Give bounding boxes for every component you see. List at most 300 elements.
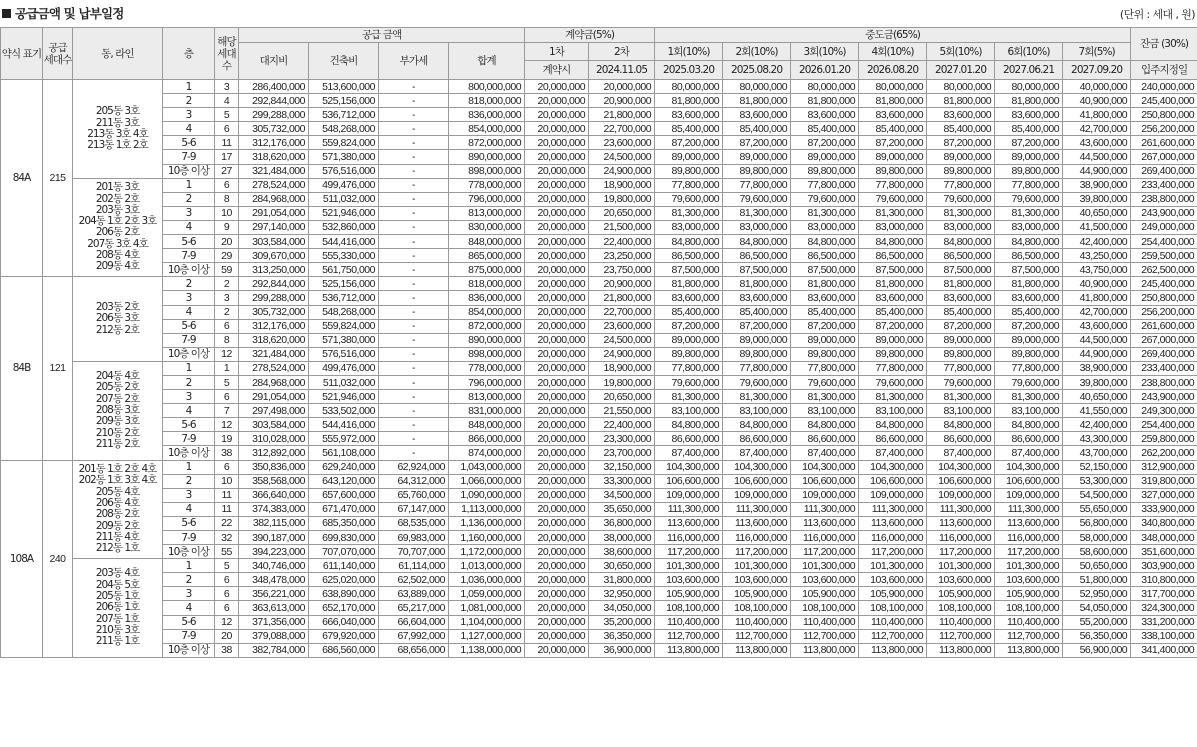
deposit-2-cell: 24,500,000 [589,150,655,164]
units-cell: 11 [215,136,239,150]
middle-7-cell: 40,900,000 [1063,94,1131,108]
middle-2-cell: 110,400,000 [723,615,791,629]
middle-5-cell: 79,600,000 [927,375,995,389]
floor-cell: 4 [163,122,215,136]
dong-line-item: 208동 2호 [95,508,140,521]
deposit-2-cell: 19,800,000 [589,375,655,389]
col-supply-units: 공급 세대수 [43,28,73,80]
middle-6-cell: 106,600,000 [995,474,1063,488]
middle-3-cell: 83,100,000 [791,404,859,418]
land-cell: 371,356,000 [239,615,309,629]
middle-1-cell: 86,500,000 [655,249,723,263]
middle-5-cell: 87,400,000 [927,446,995,460]
deposit-1-cell: 20,000,000 [525,573,589,587]
middle-3-cell: 109,000,000 [791,488,859,502]
deposit-1-cell: 20,000,000 [525,347,589,361]
balance-cell: 340,800,000 [1131,516,1197,530]
deposit-2-cell: 23,250,000 [589,249,655,263]
middle-4-cell: 84,800,000 [859,235,927,249]
middle-4-cell: 86,500,000 [859,249,927,263]
deposit-1-cell: 20,000,000 [525,249,589,263]
balance-cell: 262,500,000 [1131,263,1197,277]
balance-cell: 351,600,000 [1131,545,1197,559]
middle-6-cell: 83,000,000 [995,220,1063,234]
middle-3-cell: 87,200,000 [791,136,859,150]
floor-cell: 10층 이상 [163,446,215,460]
deposit-2-cell: 23,300,000 [589,432,655,446]
middle-4-cell: 77,800,000 [859,178,927,192]
balance-cell: 348,000,000 [1131,531,1197,545]
middle-5-cell: 86,600,000 [927,432,995,446]
floor-cell: 4 [163,502,215,516]
middle-3-cell: 117,200,000 [791,545,859,559]
units-cell: 38 [215,643,239,657]
dong-line-item: 205동 1호 [95,590,140,603]
middle-2-cell: 80,000,000 [723,80,791,94]
balance-cell: 256,200,000 [1131,305,1197,319]
floor-cell: 1 [163,361,215,375]
middle-4-cell: 109,000,000 [859,488,927,502]
deposit-2-cell: 24,900,000 [589,347,655,361]
total-cell: 1,013,000,000 [449,559,525,573]
land-cell: 379,088,000 [239,629,309,643]
table-row [1,319,1197,333]
land-cell: 312,176,000 [239,319,309,333]
total-cell: 854,000,000 [449,305,525,319]
middle-2-cell: 86,600,000 [723,432,791,446]
middle-5-cell: 77,800,000 [927,361,995,375]
table-row [1,291,1197,305]
deposit-2-cell: 21,800,000 [589,291,655,305]
deposit-1-cell: 20,000,000 [525,460,589,474]
middle-4-cell: 101,300,000 [859,559,927,573]
col-deposit-1: 1차 [525,43,589,61]
deposit-2-cell: 22,700,000 [589,305,655,319]
land-cell: 321,484,000 [239,164,309,178]
land-cell: 292,844,000 [239,277,309,291]
deposit-1-cell: 20,000,000 [525,150,589,164]
building-cell: 666,040,000 [309,615,379,629]
building-cell: 548,268,000 [309,305,379,319]
balance-cell: 243,900,000 [1131,206,1197,220]
total-cell: 818,000,000 [449,94,525,108]
middle-5-cell: 84,800,000 [927,235,995,249]
units-cell: 32 [215,531,239,545]
vat-cell: - [379,192,449,206]
middle-4-cell: 89,000,000 [859,150,927,164]
dong-line-item: 205동 4호 [95,485,140,498]
middle-3-cell: 112,700,000 [791,629,859,643]
balance-cell: 249,000,000 [1131,220,1197,234]
middle-1-cell: 83,000,000 [655,220,723,234]
units-cell: 10 [215,474,239,488]
middle-7-cell: 55,650,000 [1063,502,1131,516]
table-row [1,122,1197,136]
deposit-1-cell: 20,000,000 [525,206,589,220]
balance-cell: 331,200,000 [1131,615,1197,629]
balance-cell: 250,800,000 [1131,108,1197,122]
middle-1-cell: 110,400,000 [655,615,723,629]
middle-6-cell: 81,300,000 [995,390,1063,404]
table-row [1,615,1197,629]
building-cell: 499,476,000 [309,361,379,375]
units-cell: 6 [215,390,239,404]
building-cell: 699,830,000 [309,531,379,545]
deposit-1-cell: 20,000,000 [525,235,589,249]
vat-cell: - [379,178,449,192]
building-cell: 499,476,000 [309,178,379,192]
table-row [1,446,1197,460]
land-cell: 303,584,000 [239,418,309,432]
floor-cell: 4 [163,305,215,319]
floor-cell: 1 [163,178,215,192]
balance-cell: 267,000,000 [1131,333,1197,347]
land-cell: 284,968,000 [239,192,309,206]
deposit-1-cell: 20,000,000 [525,305,589,319]
middle-3-cell: 83,600,000 [791,108,859,122]
middle-6-cell: 109,000,000 [995,488,1063,502]
building-cell: 576,516,000 [309,347,379,361]
deposit-2-cell: 33,300,000 [589,474,655,488]
total-cell: 898,000,000 [449,347,525,361]
deposit-2-cell: 30,650,000 [589,559,655,573]
col-middle-3-date: 2026.01.20 [791,61,859,80]
middle-5-cell: 87,200,000 [927,319,995,333]
middle-3-cell: 116,000,000 [791,531,859,545]
table-row [1,164,1197,178]
table-body [1,80,1197,658]
vat-cell: - [379,150,449,164]
middle-6-cell: 89,800,000 [995,164,1063,178]
middle-5-cell: 79,600,000 [927,192,995,206]
land-cell: 310,028,000 [239,432,309,446]
land-cell: 286,400,000 [239,80,309,94]
middle-6-cell: 87,200,000 [995,136,1063,150]
floor-cell: 7-9 [163,249,215,263]
middle-6-cell: 108,100,000 [995,601,1063,615]
middle-6-cell: 86,500,000 [995,249,1063,263]
vat-cell: - [379,249,449,263]
middle-7-cell: 38,900,000 [1063,178,1131,192]
table-row [1,643,1197,657]
col-middle-2-date: 2025.08.20 [723,61,791,80]
middle-1-cell: 77,800,000 [655,361,723,375]
table-row [1,474,1197,488]
land-cell: 318,620,000 [239,150,309,164]
middle-1-cell: 113,600,000 [655,516,723,530]
deposit-1-cell: 20,000,000 [525,192,589,206]
dong-line-item: 212동 1호 [95,542,140,555]
balance-cell: 303,900,000 [1131,559,1197,573]
total-cell: 818,000,000 [449,277,525,291]
middle-2-cell: 84,800,000 [723,418,791,432]
price-schedule-table [0,27,1197,658]
middle-2-cell: 87,500,000 [723,263,791,277]
middle-4-cell: 113,800,000 [859,643,927,657]
dong-line-item: 209동 3호 [95,415,140,428]
middle-7-cell: 52,150,000 [1063,460,1131,474]
middle-5-cell: 83,100,000 [927,404,995,418]
type-cell: 108A [1,460,43,657]
land-cell: 292,844,000 [239,94,309,108]
dong-line-item: 213동 3호 4호 [87,127,148,140]
deposit-2-cell: 31,800,000 [589,573,655,587]
middle-6-cell: 111,300,000 [995,502,1063,516]
middle-7-cell: 42,400,000 [1063,418,1131,432]
building-cell: 511,032,000 [309,375,379,389]
vat-cell: 68,535,000 [379,516,449,530]
deposit-1-cell: 20,000,000 [525,615,589,629]
deposit-1-cell: 20,000,000 [525,164,589,178]
units-cell: 12 [215,615,239,629]
balance-cell: 233,400,000 [1131,361,1197,375]
middle-3-cell: 80,000,000 [791,80,859,94]
total-cell: 813,000,000 [449,390,525,404]
middle-6-cell: 77,800,000 [995,178,1063,192]
middle-3-cell: 89,000,000 [791,333,859,347]
middle-7-cell: 43,600,000 [1063,136,1131,150]
middle-2-cell: 87,200,000 [723,319,791,333]
middle-7-cell: 40,650,000 [1063,390,1131,404]
floor-cell: 3 [163,108,215,122]
middle-1-cell: 89,800,000 [655,164,723,178]
middle-4-cell: 113,600,000 [859,516,927,530]
table-row [1,150,1197,164]
middle-3-cell: 79,600,000 [791,375,859,389]
col-land: 대지비 [239,43,309,80]
middle-2-cell: 89,000,000 [723,150,791,164]
middle-7-cell: 43,300,000 [1063,432,1131,446]
middle-2-cell: 108,100,000 [723,601,791,615]
col-middle-3: 3회(10%) [791,43,859,61]
type-cell: 84B [1,277,43,460]
deposit-1-cell: 20,000,000 [525,516,589,530]
vat-cell: - [379,108,449,122]
deposit-2-cell: 32,150,000 [589,460,655,474]
balance-cell: 256,200,000 [1131,122,1197,136]
table-row [1,206,1197,220]
deposit-2-cell: 18,900,000 [589,178,655,192]
vat-cell: - [379,80,449,94]
middle-5-cell: 87,200,000 [927,136,995,150]
middle-6-cell: 89,800,000 [995,347,1063,361]
middle-2-cell: 81,800,000 [723,94,791,108]
col-total: 합계 [449,43,525,80]
middle-7-cell: 52,950,000 [1063,587,1131,601]
units-cell: 4 [215,94,239,108]
middle-4-cell: 89,800,000 [859,164,927,178]
middle-7-cell: 54,500,000 [1063,488,1131,502]
middle-2-cell: 87,400,000 [723,446,791,460]
land-cell: 363,613,000 [239,601,309,615]
middle-4-cell: 83,600,000 [859,108,927,122]
dong-line-cell [73,80,163,179]
units-cell: 11 [215,488,239,502]
table-row [1,390,1197,404]
table-row [1,559,1197,573]
title-bar [0,0,1197,28]
middle-3-cell: 113,600,000 [791,516,859,530]
middle-3-cell: 83,600,000 [791,291,859,305]
middle-7-cell: 41,550,000 [1063,404,1131,418]
land-cell: 358,568,000 [239,474,309,488]
middle-5-cell: 83,000,000 [927,220,995,234]
middle-5-cell: 101,300,000 [927,559,995,573]
dong-line-item: 206동 2호 [95,226,140,239]
units-cell: 7 [215,404,239,418]
middle-6-cell: 80,000,000 [995,80,1063,94]
col-middle: 중도금(65%) [655,28,1131,43]
middle-6-cell: 86,600,000 [995,432,1063,446]
floor-cell: 10층 이상 [163,347,215,361]
middle-3-cell: 83,000,000 [791,220,859,234]
land-cell: 312,176,000 [239,136,309,150]
balance-cell: 341,400,000 [1131,643,1197,657]
total-cell: 890,000,000 [449,150,525,164]
total-cell: 836,000,000 [449,291,525,305]
middle-1-cell: 79,600,000 [655,192,723,206]
table-row [1,502,1197,516]
middle-5-cell: 89,000,000 [927,333,995,347]
units-cell: 12 [215,347,239,361]
total-cell: 890,000,000 [449,333,525,347]
col-middle-5: 5회(10%) [927,43,995,61]
middle-4-cell: 85,400,000 [859,122,927,136]
middle-2-cell: 84,800,000 [723,235,791,249]
floor-cell: 3 [163,390,215,404]
middle-2-cell: 103,600,000 [723,573,791,587]
deposit-2-cell: 20,000,000 [589,80,655,94]
middle-3-cell: 84,800,000 [791,235,859,249]
middle-2-cell: 79,600,000 [723,375,791,389]
middle-2-cell: 77,800,000 [723,178,791,192]
middle-7-cell: 42,700,000 [1063,122,1131,136]
middle-1-cell: 89,800,000 [655,347,723,361]
middle-6-cell: 87,200,000 [995,319,1063,333]
building-cell: 544,416,000 [309,418,379,432]
middle-2-cell: 83,100,000 [723,404,791,418]
middle-3-cell: 89,800,000 [791,347,859,361]
middle-7-cell: 42,700,000 [1063,305,1131,319]
building-cell: 685,350,000 [309,516,379,530]
middle-3-cell: 111,300,000 [791,502,859,516]
floor-cell: 5-6 [163,235,215,249]
middle-6-cell: 81,300,000 [995,206,1063,220]
building-cell: 521,946,000 [309,390,379,404]
land-cell: 297,498,000 [239,404,309,418]
middle-2-cell: 85,400,000 [723,122,791,136]
building-cell: 536,712,000 [309,108,379,122]
vat-cell: - [379,361,449,375]
middle-4-cell: 87,200,000 [859,319,927,333]
units-cell: 9 [215,220,239,234]
middle-1-cell: 111,300,000 [655,502,723,516]
middle-5-cell: 83,600,000 [927,108,995,122]
dong-line-cell [73,559,163,658]
total-cell: 875,000,000 [449,263,525,277]
middle-6-cell: 113,800,000 [995,643,1063,657]
middle-3-cell: 110,400,000 [791,615,859,629]
floor-cell: 5-6 [163,516,215,530]
middle-5-cell: 77,800,000 [927,178,995,192]
middle-6-cell: 113,600,000 [995,516,1063,530]
middle-3-cell: 87,200,000 [791,319,859,333]
building-cell: 707,070,000 [309,545,379,559]
middle-5-cell: 85,400,000 [927,122,995,136]
dong-line-item: 211동 2호 [95,437,140,450]
deposit-2-cell: 36,350,000 [589,629,655,643]
middle-5-cell: 106,600,000 [927,474,995,488]
middle-1-cell: 117,200,000 [655,545,723,559]
land-cell: 297,140,000 [239,220,309,234]
middle-3-cell: 87,500,000 [791,263,859,277]
middle-4-cell: 84,800,000 [859,418,927,432]
vat-cell: 67,147,000 [379,502,449,516]
vat-cell: - [379,164,449,178]
building-cell: 657,600,000 [309,488,379,502]
balance-cell: 319,800,000 [1131,474,1197,488]
dong-line-item: 201동 3호 [95,181,140,194]
middle-5-cell: 83,600,000 [927,291,995,305]
table-row [1,178,1197,192]
total-cell: 836,000,000 [449,108,525,122]
table-row [1,545,1197,559]
middle-1-cell: 79,600,000 [655,375,723,389]
middle-7-cell: 50,650,000 [1063,559,1131,573]
balance-cell: 250,800,000 [1131,291,1197,305]
dong-line-item: 210동 2호 [95,426,140,439]
total-cell: 1,036,000,000 [449,573,525,587]
middle-5-cell: 113,800,000 [927,643,995,657]
deposit-2-cell: 21,550,000 [589,404,655,418]
middle-5-cell: 109,000,000 [927,488,995,502]
middle-1-cell: 112,700,000 [655,629,723,643]
units-cell: 2 [215,305,239,319]
middle-5-cell: 81,800,000 [927,277,995,291]
deposit-2-cell: 20,900,000 [589,277,655,291]
total-cell: 830,000,000 [449,220,525,234]
deposit-1-cell: 20,000,000 [525,94,589,108]
deposit-2-cell: 22,400,000 [589,418,655,432]
total-cell: 1,172,000,000 [449,545,525,559]
middle-2-cell: 111,300,000 [723,502,791,516]
middle-1-cell: 84,800,000 [655,418,723,432]
balance-cell: 254,400,000 [1131,235,1197,249]
floor-cell: 1 [163,80,215,94]
supply-units-cell: 240 [43,460,73,657]
middle-4-cell: 79,600,000 [859,375,927,389]
middle-4-cell: 81,300,000 [859,206,927,220]
middle-4-cell: 110,400,000 [859,615,927,629]
middle-7-cell: 38,900,000 [1063,361,1131,375]
middle-7-cell: 41,800,000 [1063,108,1131,122]
middle-7-cell: 41,500,000 [1063,220,1131,234]
building-cell: 686,560,000 [309,643,379,657]
middle-1-cell: 108,100,000 [655,601,723,615]
table-row [1,460,1197,474]
floor-cell: 3 [163,291,215,305]
middle-7-cell: 44,500,000 [1063,150,1131,164]
vat-cell: - [379,122,449,136]
deposit-2-cell: 32,950,000 [589,587,655,601]
vat-cell: - [379,291,449,305]
deposit-1-cell: 20,000,000 [525,629,589,643]
total-cell: 1,043,000,000 [449,460,525,474]
land-cell: 299,288,000 [239,108,309,122]
deposit-1-cell: 20,000,000 [525,432,589,446]
deposit-1-cell: 20,000,000 [525,545,589,559]
total-cell: 848,000,000 [449,235,525,249]
